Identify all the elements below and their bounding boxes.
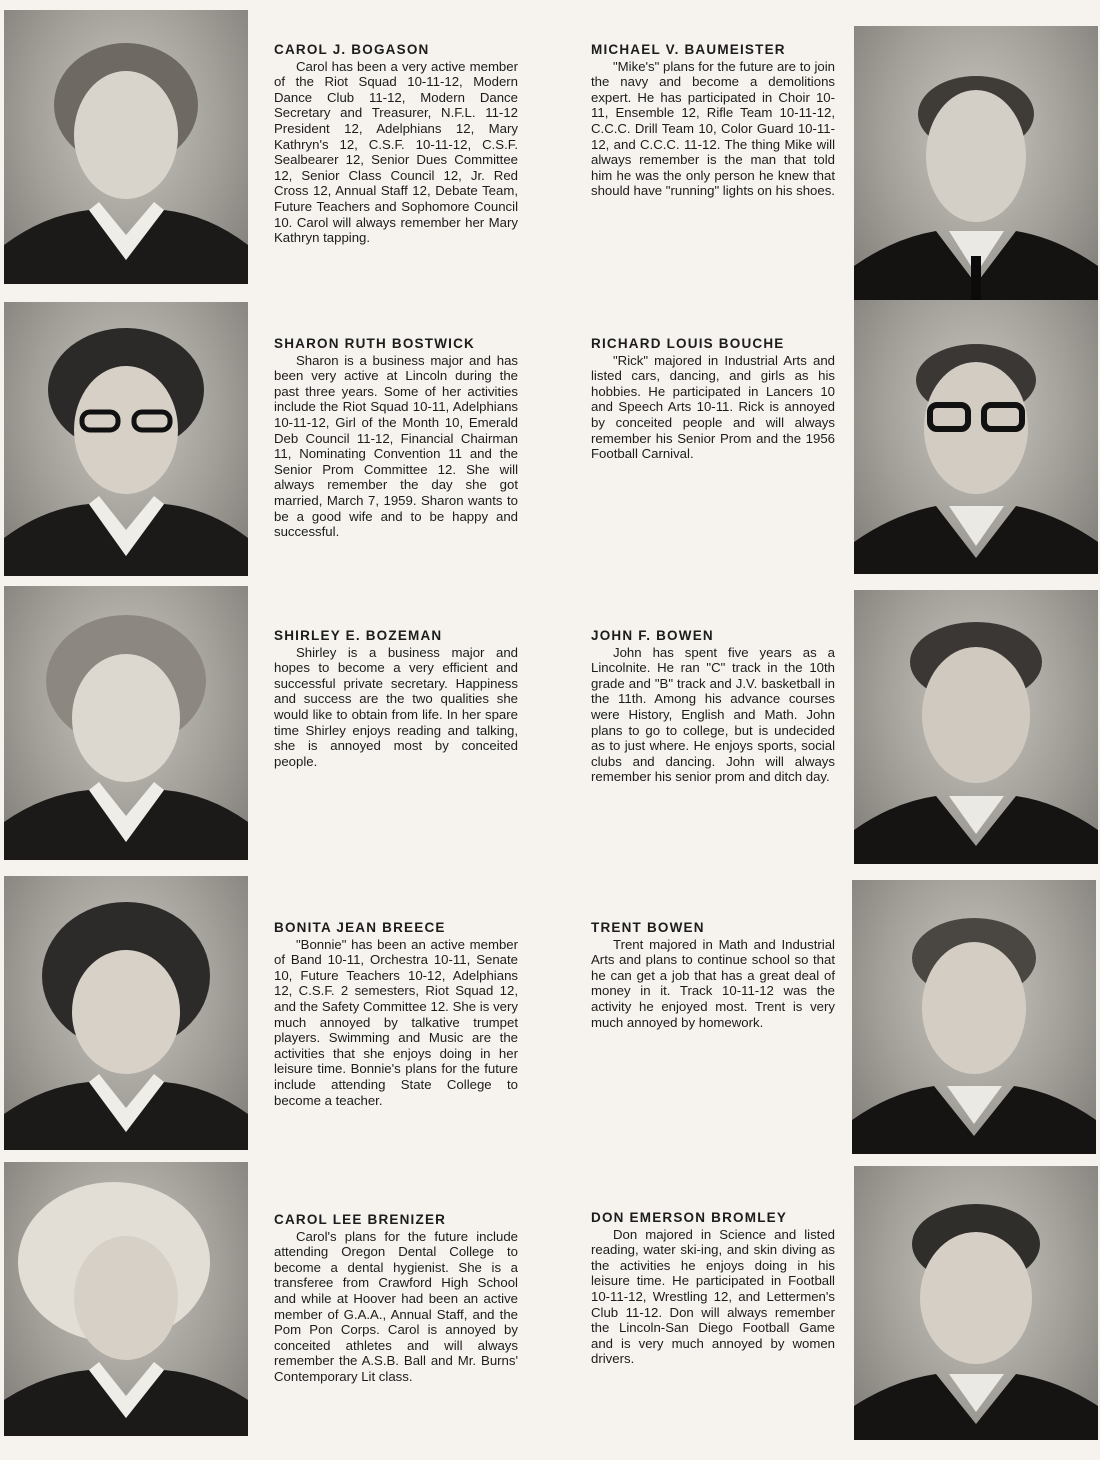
student-bio — [591, 42, 835, 199]
portrait-photo — [4, 10, 248, 284]
student-bio — [591, 920, 835, 1030]
student-bio — [274, 920, 518, 1108]
portrait-photo — [4, 1162, 248, 1436]
student-bio — [274, 1212, 518, 1385]
portrait-photo — [854, 26, 1098, 300]
student-description: "Bonnie" has been an active member of Band 10-11, Orchestra 10-11, Senate 10, Future Teachers 10-12, Adelphians 12, C.S.F. 2 semesters, Riot Squad 12, and the Safety Committee 12. She is very much annoyed by talkative trumpet players. Swimming and Music are the activities that she enjoys doing in her leisure time. Bonnie's plans for the future include attending State College to become a teacher. — [274, 936, 518, 1108]
student-name: JOHN F. BOWEN — [591, 628, 714, 643]
portrait-photo — [854, 590, 1098, 864]
student-description: John has spent five years as a Lincolnite. He ran "C" track in the 10th grade and "B" track and J.V. basketball in the 11th. Among his advance courses were History, English and Math. John plans to go to college, but is undecided as to just where. He enjoys sports, social clubs and dancing. John will always remember his senior prom and ditch day. — [591, 644, 835, 785]
student-bio — [591, 1210, 835, 1367]
portrait-photo — [4, 876, 248, 1150]
portrait-photo — [4, 302, 248, 576]
student-bio — [274, 42, 518, 246]
student-bio — [274, 628, 518, 769]
student-description: "Mike's" plans for the future are to join the navy and become a demolitions expert. He has participated in Choir 10-11, Ensemble 12, Rifle Team 10-11-12, C.C.C. Drill Team 10, Color Guard 10-11-12, and C.C.C. 11-12. The thing Mike will always remember is the man that told him he was the only person he knew that should have "running" lights on his shoes. — [591, 58, 835, 199]
student-description: Sharon is a business major and has been very active at Lincoln during the past three years. Some of her activities include the Riot Squad 10-11, Adelphians 10-11-12, Girl of the Month 10, Emerald Deb Council 11-12, Financial Chairman 11, Nominating Convention 11 and the Senior Prom Committee 12. She will always remember the day she got married, March 7, 1959. Sharon wants to be a good wife and to be happy and successful. — [274, 352, 518, 540]
student-name: CAROL J. BOGASON — [274, 42, 430, 57]
student-name: RICHARD LOUIS BOUCHE — [591, 336, 785, 351]
student-description: Trent majored in Math and Industrial Arts and plans to continue school so that he can get a job that has a great deal of money in it. Track 10-11-12 was the activity he enjoyed most. Trent is very much annoyed by homework. — [591, 936, 835, 1030]
student-name: MICHAEL V. BAUMEISTER — [591, 42, 786, 57]
student-description: Shirley is a business major and hopes to become a very efficient and successful private secretary. Happiness and success are the two qualities she would like to obtain from life. In her spare time Shirley enjoys reading and talking, she is annoyed most by conceited people. — [274, 644, 518, 769]
student-description: Carol has been a very active member of the Riot Squad 10-11-12, Modern Dance Club 11-12, Modern Dance Secretary and Treasurer, N.F.L. 11-12 President 12, Adelphians 12, Mary Kathryn's 12, C.S.F. 10-11-12, C.S.F. Sealbearer 12, Senior Dues Committee 12, Senior Class Council 12, Jr. Red Cross 12, Annual Staff 12, Debate Team, Future Teachers and Sophomore Council 10. Carol will always remember her Mary Kathryn tapping. — [274, 58, 518, 246]
student-bio — [591, 336, 835, 462]
portrait-photo — [854, 1166, 1098, 1440]
student-name: TRENT BOWEN — [591, 920, 705, 935]
student-bio — [274, 336, 518, 540]
student-name: CAROL LEE BRENIZER — [274, 1212, 447, 1227]
portrait-photo — [854, 300, 1098, 574]
student-bio — [591, 628, 835, 785]
portrait-photo — [852, 880, 1096, 1154]
student-name: BONITA JEAN BREECE — [274, 920, 446, 935]
student-name: SHARON RUTH BOSTWICK — [274, 336, 475, 351]
portrait-photo — [4, 586, 248, 860]
student-name: DON EMERSON BROMLEY — [591, 1210, 788, 1225]
student-description: "Rick" majored in Industrial Arts and listed cars, dancing, and girls as his hobbies. He participated in Lancers 10 and Speech Arts 10-11. Rick is annoyed by conceited people and will always remember his Senior Prom and the 1956 Football Carnival. — [591, 352, 835, 462]
student-description: Don majored in Science and listed reading, water ski-ing, and skin diving as the activities he enjoys doing in his leisure time. He participated in Football 10-11-12, Wrestling 12, and Lettermen's Club 11-12. Don will always remember the Lincoln-San Diego Football Game and is very much annoyed by women drivers. — [591, 1226, 835, 1367]
student-name: SHIRLEY E. BOZEMAN — [274, 628, 443, 643]
student-description: Carol's plans for the future include attending Oregon Dental College to become a dental hygienist. She is a transferee from Crawford High School and while at Hoover had been an active member of G.A.A., Annual Staff, and the Pom Pon Corps. Carol is annoyed by conceited athletes and will always remember the A.S.B. Ball and Mr. Burns' Contemporary Lit class. — [274, 1228, 518, 1384]
